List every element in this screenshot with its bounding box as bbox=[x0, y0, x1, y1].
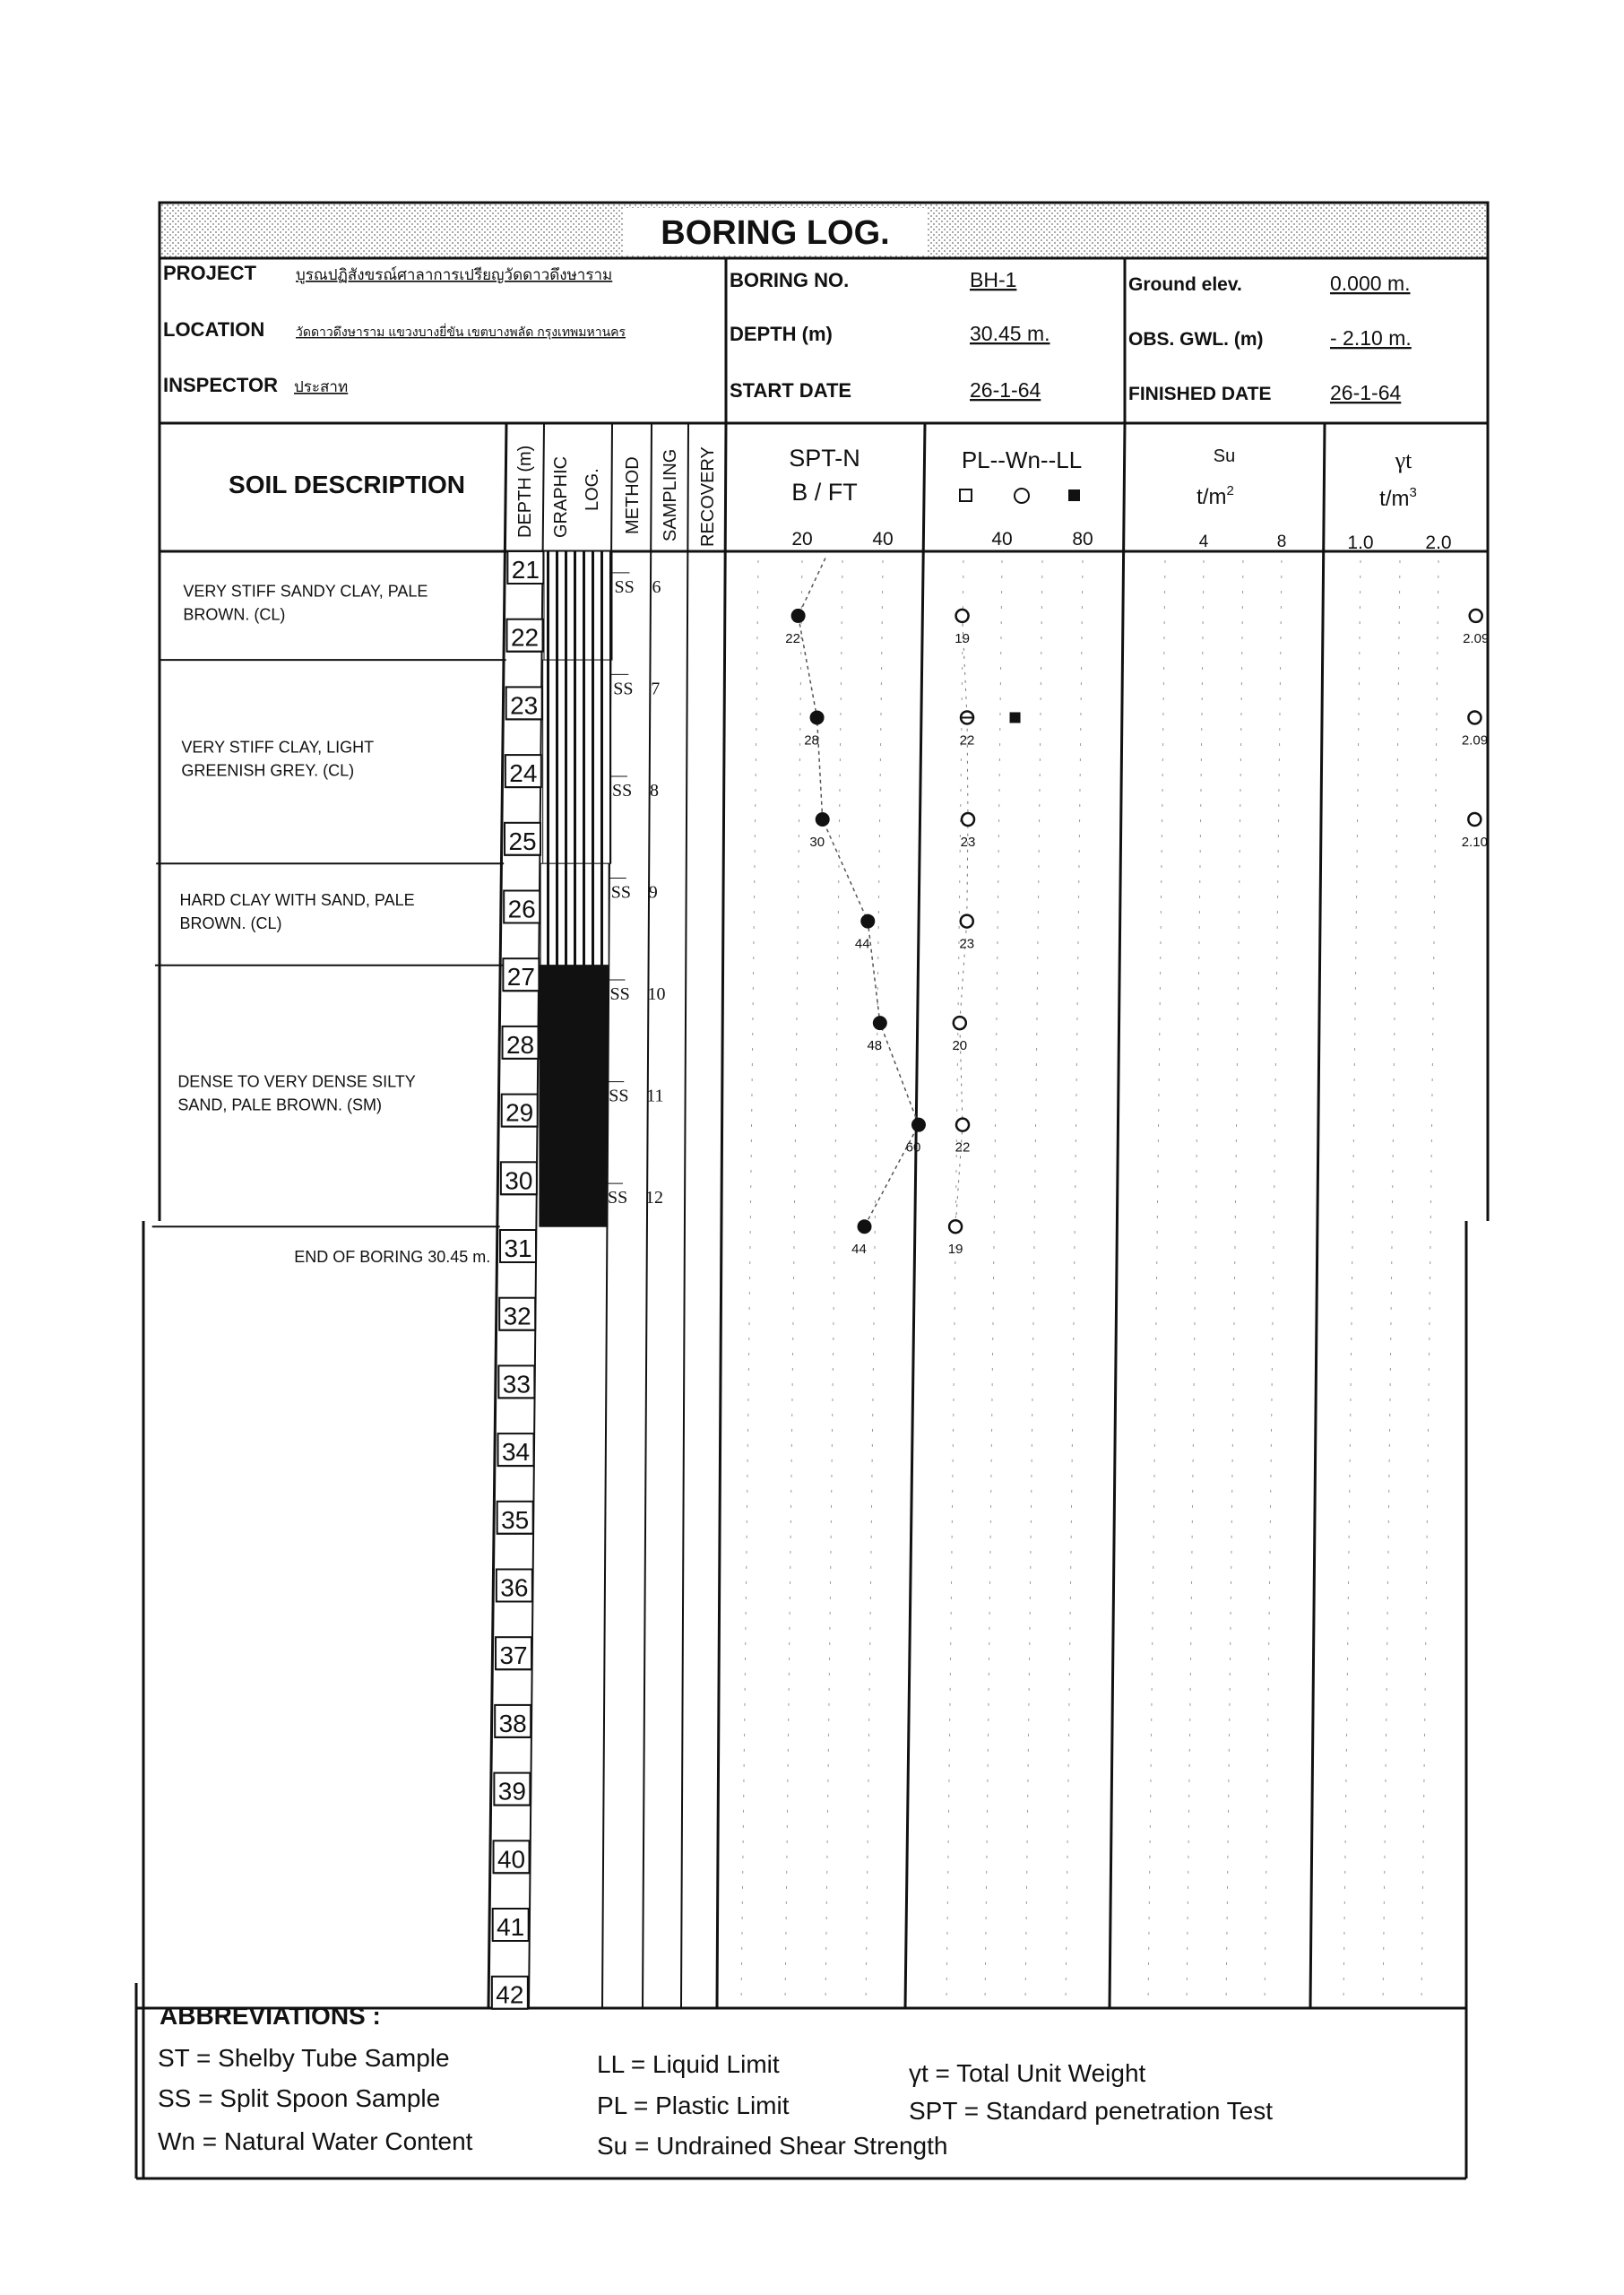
gamma-point bbox=[1470, 610, 1482, 622]
graphic-log-fill bbox=[540, 966, 608, 1226]
log-title: BORING LOG. bbox=[661, 214, 890, 252]
soil-layer-description: VERY STIFF CLAY, LIGHT bbox=[181, 738, 375, 757]
spt-point bbox=[873, 1016, 887, 1030]
wn-point bbox=[954, 1017, 966, 1029]
spt-value-label: 48 bbox=[867, 1038, 883, 1054]
depth-marker: 34 bbox=[501, 1438, 531, 1467]
wn-value-label: 23 bbox=[959, 936, 975, 952]
obs-gwl-label: OBS. GWL. (m) bbox=[1128, 329, 1264, 350]
depth-marker: 31 bbox=[504, 1234, 532, 1262]
depth-marker: 37 bbox=[499, 1641, 528, 1670]
finished-date-label: FINISHED DATE bbox=[1128, 384, 1272, 404]
spt-value-label: 44 bbox=[851, 1242, 867, 1258]
sampling-column bbox=[605, 573, 665, 1208]
wn-point bbox=[956, 1119, 969, 1131]
soil-description-column bbox=[152, 551, 612, 1266]
depth-marker: 40 bbox=[497, 1845, 526, 1874]
recovery-header: RECOVERY bbox=[698, 446, 718, 547]
soil-layer-description: BROWN. (CL) bbox=[179, 914, 282, 932]
gamma-tick-1-0: 1.0 bbox=[1347, 533, 1374, 553]
depth-marker: 28 bbox=[505, 1030, 535, 1059]
soil-description-header: SOIL DESCRIPTION bbox=[229, 471, 465, 498]
depth-marker: 27 bbox=[506, 963, 535, 992]
grid-line bbox=[1383, 560, 1400, 2004]
sample-number: 10 bbox=[647, 984, 666, 1005]
su-tick-4: 4 bbox=[1198, 533, 1209, 551]
spt-point bbox=[791, 609, 806, 623]
spt-tick-20: 20 bbox=[791, 529, 813, 550]
depth-label: DEPTH (m) bbox=[730, 323, 833, 345]
project-label: PROJECT bbox=[163, 262, 256, 284]
spt-point bbox=[911, 1118, 926, 1132]
grid-line bbox=[1148, 560, 1165, 2004]
sample-number: 12 bbox=[645, 1188, 664, 1208]
log-frame bbox=[136, 423, 1488, 2178]
depth-marker: 32 bbox=[503, 1302, 531, 1330]
wn-value-label: 20 bbox=[952, 1038, 968, 1054]
finished-date-value: 26-1-64 bbox=[1330, 381, 1402, 404]
sample-method: SS bbox=[608, 1188, 628, 1208]
wn-value-label: 22 bbox=[959, 732, 975, 749]
graphic-log-header-2: LOG. bbox=[583, 468, 602, 511]
inspector-label: INSPECTOR bbox=[163, 374, 278, 396]
soil-layer-description: GREENISH GREY. (CL) bbox=[181, 761, 355, 780]
sample-number: 9 bbox=[648, 882, 658, 903]
graphic-log-header-1: GRAPHIC bbox=[551, 455, 571, 538]
depth-marker: 30 bbox=[505, 1166, 533, 1195]
pl-legend-square-icon bbox=[960, 489, 972, 501]
depth-marker: 21 bbox=[511, 556, 540, 584]
su-tick-8: 8 bbox=[1276, 533, 1287, 551]
depth-header: DEPTH (m) bbox=[515, 445, 535, 538]
start-date-label: START DATE bbox=[730, 379, 852, 402]
su-unit: $t/m^2$ bbox=[1196, 483, 1234, 509]
ground-elev-value: 0.000 m. bbox=[1330, 272, 1411, 295]
sample-method: SS bbox=[611, 780, 633, 801]
sample-method: SS bbox=[609, 1086, 629, 1106]
gamma-value-label: 2.10 bbox=[1461, 835, 1488, 851]
test-results-plot bbox=[785, 559, 1489, 1258]
abbr-ss: SS = Split Spoon Sample bbox=[158, 2084, 441, 2112]
depth-marker: 23 bbox=[510, 691, 539, 720]
grid-line bbox=[946, 560, 963, 2004]
boring-no-value: BH-1 bbox=[970, 268, 1017, 291]
location-label: LOCATION bbox=[163, 318, 265, 341]
header-block bbox=[160, 258, 1488, 423]
grid-line bbox=[1265, 560, 1282, 2004]
abbr-spt: SPT = Standard penetration Test bbox=[909, 2097, 1274, 2125]
spt-header: SPT-N bbox=[789, 445, 860, 472]
wn-value-label: 19 bbox=[947, 1242, 963, 1258]
start-date-value: 26-1-64 bbox=[970, 378, 1041, 402]
sampling-header: SAMPLING bbox=[661, 448, 680, 541]
grid-line bbox=[1226, 560, 1243, 2004]
graphic-log-fill bbox=[540, 863, 609, 966]
spt-point bbox=[858, 1219, 872, 1234]
wn-point bbox=[961, 915, 973, 928]
gamma-value-label: 2.09 bbox=[1463, 630, 1490, 646]
soil-layer-description: VERY STIFF SANDY CLAY, PALE bbox=[183, 582, 428, 601]
wn-point bbox=[949, 1220, 962, 1233]
sample-number: 8 bbox=[649, 780, 659, 801]
obs-gwl-value: - 2.10 m. bbox=[1330, 326, 1412, 350]
spt-trend-line bbox=[799, 559, 919, 1227]
sample-number: 6 bbox=[652, 576, 661, 597]
spt-point bbox=[816, 812, 830, 827]
inspector-value: ประสาท bbox=[294, 378, 349, 395]
soil-layer-description: HARD CLAY WITH SAND, PALE bbox=[179, 890, 415, 909]
depth-marker: 41 bbox=[497, 1913, 525, 1941]
spt-value-label: 30 bbox=[809, 835, 825, 851]
wn-value-label: 22 bbox=[955, 1139, 971, 1156]
spt-tick-40: 40 bbox=[872, 529, 894, 550]
spt-point bbox=[810, 710, 825, 724]
depth-marker: 22 bbox=[510, 623, 540, 652]
plwnll-tick-40: 40 bbox=[991, 529, 1013, 550]
wn-value-label: 23 bbox=[960, 835, 976, 851]
wn-point bbox=[962, 813, 974, 826]
column-headers bbox=[229, 445, 1452, 553]
sample-method: SS bbox=[614, 576, 635, 597]
sample-number: 11 bbox=[646, 1086, 664, 1106]
ground-elev-label: Ground elev. bbox=[1128, 274, 1242, 295]
depth-marker: 33 bbox=[502, 1370, 531, 1399]
graphic-log-fill bbox=[543, 660, 611, 863]
spt-value-label: 60 bbox=[905, 1139, 921, 1156]
abbr-gamma: γt = Total Unit Weight bbox=[909, 2059, 1146, 2087]
wn-point bbox=[956, 610, 969, 622]
grid-line bbox=[1066, 560, 1083, 2004]
gamma-value-label: 2.09 bbox=[1461, 732, 1489, 749]
grid-line bbox=[785, 560, 802, 2004]
spt-value-label: 44 bbox=[854, 936, 870, 952]
depth-marker: 29 bbox=[505, 1098, 534, 1127]
abbr-st: ST = Shelby Tube Sample bbox=[158, 2044, 450, 2072]
grid-line bbox=[1421, 560, 1438, 2004]
ll-legend-filled-square-icon bbox=[1068, 489, 1080, 501]
sample-method: SS bbox=[613, 679, 634, 699]
depth-value: 30.45 m. bbox=[970, 322, 1050, 345]
depth-marker: 42 bbox=[496, 1980, 524, 2009]
abbreviations-title: ABBREVIATIONS : bbox=[160, 2002, 381, 2030]
depth-marker: 35 bbox=[501, 1505, 530, 1534]
grid-line bbox=[866, 560, 883, 2004]
depth-marker: 24 bbox=[509, 759, 538, 788]
grid-line bbox=[825, 560, 842, 2004]
project-value: บูรณปฏิสังขรณ์ศาลาการเปรียญวัดดาวดึงษาราม bbox=[296, 266, 613, 283]
soil-layer-description: SAND, PALE BROWN. (SM) bbox=[177, 1096, 383, 1114]
location-value: วัดดาวดึงษาราม แขวงบางยี่ขัน เขตบางพลัด กรุงเทพมหานคร bbox=[296, 325, 626, 339]
depth-marker: 39 bbox=[497, 1777, 526, 1806]
grid-line bbox=[1187, 560, 1204, 2004]
abbr-pl: PL = Plastic Limit bbox=[597, 2091, 790, 2119]
gamma-point bbox=[1468, 813, 1481, 826]
abbr-wn: Wn = Natural Water Content bbox=[158, 2127, 473, 2155]
sample-method: SS bbox=[610, 882, 631, 903]
soil-layer-description: DENSE TO VERY DENSE SILTY bbox=[177, 1072, 416, 1091]
gamma-unit: $t/m^3$ bbox=[1379, 485, 1417, 511]
abbr-su: Su = Undrained Shear Strength bbox=[597, 2132, 948, 2160]
plot-gridlines bbox=[741, 560, 1438, 2004]
method-header: METHOD bbox=[623, 456, 643, 534]
boring-no-label: BORING NO. bbox=[730, 269, 850, 291]
wn-value-label: 19 bbox=[955, 630, 970, 646]
gamma-point bbox=[1468, 711, 1481, 723]
gamma-header: γt bbox=[1395, 447, 1412, 473]
plwnll-header: PL--Wn--LL bbox=[961, 446, 1083, 473]
depth-marker: 38 bbox=[498, 1709, 527, 1737]
abbr-ll: LL = Liquid Limit bbox=[597, 2050, 780, 2078]
depth-marker: 25 bbox=[508, 827, 537, 855]
gamma-tick-2-0: 2.0 bbox=[1425, 533, 1452, 553]
grid-line bbox=[741, 560, 758, 2004]
wn-legend-circle-icon bbox=[1015, 489, 1029, 503]
grid-line bbox=[1343, 560, 1361, 2004]
grid-line bbox=[1025, 560, 1042, 2004]
spt-value-label: 28 bbox=[804, 732, 819, 749]
graphic-log-fill bbox=[544, 551, 612, 660]
soil-layer-description: BROWN. (CL) bbox=[183, 605, 286, 624]
spt-value-label: 22 bbox=[785, 630, 800, 646]
ll-point bbox=[1010, 712, 1021, 723]
end-of-boring: END OF BORING 30.45 m. bbox=[294, 1248, 491, 1267]
su-header: Su bbox=[1213, 446, 1236, 466]
depth-marker: 26 bbox=[507, 895, 536, 923]
plwnll-tick-80: 80 bbox=[1072, 529, 1093, 550]
spt-unit: B / FT bbox=[791, 479, 858, 506]
depth-marker: 36 bbox=[500, 1573, 529, 1602]
sample-number: 7 bbox=[651, 679, 661, 699]
sample-method: SS bbox=[609, 984, 630, 1005]
abbreviations-block bbox=[158, 2002, 1273, 2160]
spt-point bbox=[860, 914, 875, 929]
grid-line bbox=[985, 560, 1002, 2004]
